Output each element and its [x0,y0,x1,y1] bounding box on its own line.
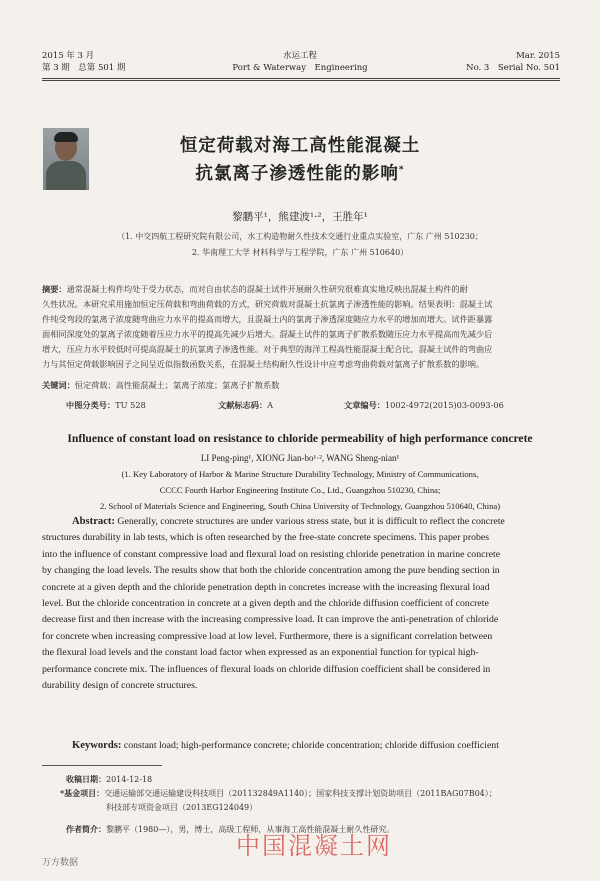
abstract-en-line: into the influence of constant compressive load and flexural load on resisting chloride penetration in marine concrete [42,548,501,560]
abstract-cn-label: 摘要： [42,284,67,294]
keywords-en [72,738,499,754]
keywords-cn-label: 关键词： [42,380,75,390]
journal-name-en: Port & Waterway Engineering [232,63,368,73]
abstract-en-line: level. But the chloride concentration in concrete at a given depth and the chloride diffusion coefficient of concrete [42,598,489,610]
abstract-en-line: Generally, concrete structures are under various stress state, but it is difficult to reflect the concrete [117,516,505,527]
header-right [466,50,560,74]
doc-value: A [267,400,274,410]
affil-cn-line2: 2. 华南理工大学 材料科学与工程学院，广东 广州 510640） [191,248,409,257]
clc-label: 中图分类号： [66,400,116,410]
abstract-en-line: performance concrete mix. The influences of flexural loads on chloride diffusion coefficient shall be considered in [42,663,491,675]
affil-en-line1: (1. Key Laboratory of Harbor & Marine Structure Durability Technology, Ministry of Communications, [121,469,479,479]
issue-date: 2015 年 3 月 [42,51,95,61]
abstract-en-line: structures durability in lab tests, which is often researched by the free-state concrete specimens. This paper probes [42,532,490,544]
abstract-cn-line: 增大，压应力水平较低时可提高混凝土的抗氯离子渗透性能。对于典型的海洋工程高性能混凝土配合比，混凝土试件的弯曲应 [42,344,493,354]
keywords-en-label: Keywords: [72,740,122,751]
title-cn [0,134,600,186]
abstract-en-line: by changing the load levels. The results show that both the chloride concentration among the pure bending section in [42,565,500,577]
abstract-cn-line: 力与其恒定荷载影响因子之间呈近似指数函数关系，在混凝土结构耐久性设计中应考虑弯曲荷载对氯离子扩散系数的影响。 [42,359,485,369]
fund-label: *基金项目： [60,788,105,798]
received-date [66,772,152,787]
art-value: 1002-4972(2015)03-0093-06 [384,400,504,410]
abstract-cn-line: 久性状况。本研究采用施加恒定压荷载和弯曲荷载的方式，研究荷载对混凝土抗氯离子渗透性能的影响。结果表明：混凝土试 [42,299,493,309]
footnote-rule [42,765,162,766]
issue-number-en: No. 3 Serial No. 501 [466,63,560,73]
title-en: Influence of constant load on resistance to chloride permeability of high performance concrete [67,432,533,445]
authors-en: LI Peng-ping¹, XIONG Jian-bo¹·², WANG Sheng-nian¹ [200,453,400,463]
affil-en-line3: 2. School of Materials Science and Engineering, South China University of Technology, Guangzhou 510640, China) [99,501,501,511]
clc-value: TU 528 [115,400,146,410]
keywords-cn [42,378,279,393]
fund-line2: 科技部专项资金项目（2013EG124049） [106,803,258,812]
received-label: 收稿日期： [66,774,106,784]
affil-en-line2: CCCC Fourth Harbor Engineering Institute Co., Ltd., Guangzhou 510230, China; [159,485,441,495]
abstract-cn [42,282,560,372]
header-rule [42,78,560,79]
art-label: 文章编号： [344,400,385,410]
affiliations-en [0,466,600,514]
clc-number [66,398,146,413]
title-footnote-mark: * [398,165,405,175]
doc-label: 文献标志码： [218,400,268,410]
authors-cn: 黎鹏平¹，熊建波¹·²，王胜年¹ [232,211,368,223]
title-cn-line1: 恒定荷载对海工高性能混凝土 [179,136,421,156]
abstract-en-line: the flexural load levels and the constant load factor when expressed as an exponential function for typical high- [42,647,479,659]
fund-info [60,786,497,815]
abstract-en [42,514,562,694]
received-value: 2014-12-18 [106,775,153,784]
affil-cn-line1: （1. 中交四航工程研究院有限公司，水工构造物耐久性技术交通行业重点实验室，广东 广州 510230； [117,232,483,241]
article-number [344,398,504,413]
affiliations-cn [0,229,600,261]
abstract-en-line: decrease first and then increase with the increasing compressive load. It can improve the anti-penetration of chloride [42,614,499,626]
issue-number: 第 3 期 总第 501 期 [42,63,126,73]
abstract-en-label: Abstract: [72,516,115,527]
abstract-cn-line: 面相同深度处的氯离子浓度随着压应力水平的提高先减少后增大。混凝土试件的氯离子扩散系数随压应力水平提高而先减少后 [42,329,493,339]
abstract-en-line: concrete at a given depth and the chloride penetration depth in concretes increase with the increasing flexural load [42,581,490,593]
header-rule-2 [42,80,560,81]
abstract-cn-line: 件纯受弯段的氯离子浓度随弯曲应力水平的提高而增大，且混凝土内的氯离子渗透深度随应力水平的增加而增大。试件距暴露 [42,314,493,324]
database-mark: 万方数据 [42,858,79,868]
bio-value: 黎鹏平（1980—），男，博士，高级工程师，从事海工高性能混凝土耐久性研究。 [106,825,395,834]
issue-date-en: Mar. 2015 [516,51,560,61]
title-cn-line2: 抗氯离子渗透性能的影响 [195,163,399,184]
document-code [218,398,273,413]
keywords-cn-text: 恒定荷载；高性能混凝土；氯离子浓度；氯离子扩散系数 [74,380,280,390]
fund-line1: 交通运输部交通运输建设科技项目（201132849A1140）；国家科技支撑计划资助项目（2011BAG07B04）； [104,789,497,798]
bio-label: 作者简介： [66,824,106,834]
keywords-en-text: constant load; high-performance concrete; chloride concentration; chloride diffusion coefficient [123,740,499,751]
journal-name-cn: 水运工程 [282,51,317,61]
site-watermark: 中国混凝土网 [236,832,392,860]
abstract-en-line: durability design of concrete structures. [42,680,198,692]
abstract-cn-line: 通常混凝土构件均处于受力状态，而对自由状态的混凝土试件开展耐久性研究很难真实地反映出混凝土构件的耐 [66,284,468,294]
abstract-en-line: for concrete when increasing compressive load at low level. Furthermore, there is a significant correlation between [42,630,493,642]
